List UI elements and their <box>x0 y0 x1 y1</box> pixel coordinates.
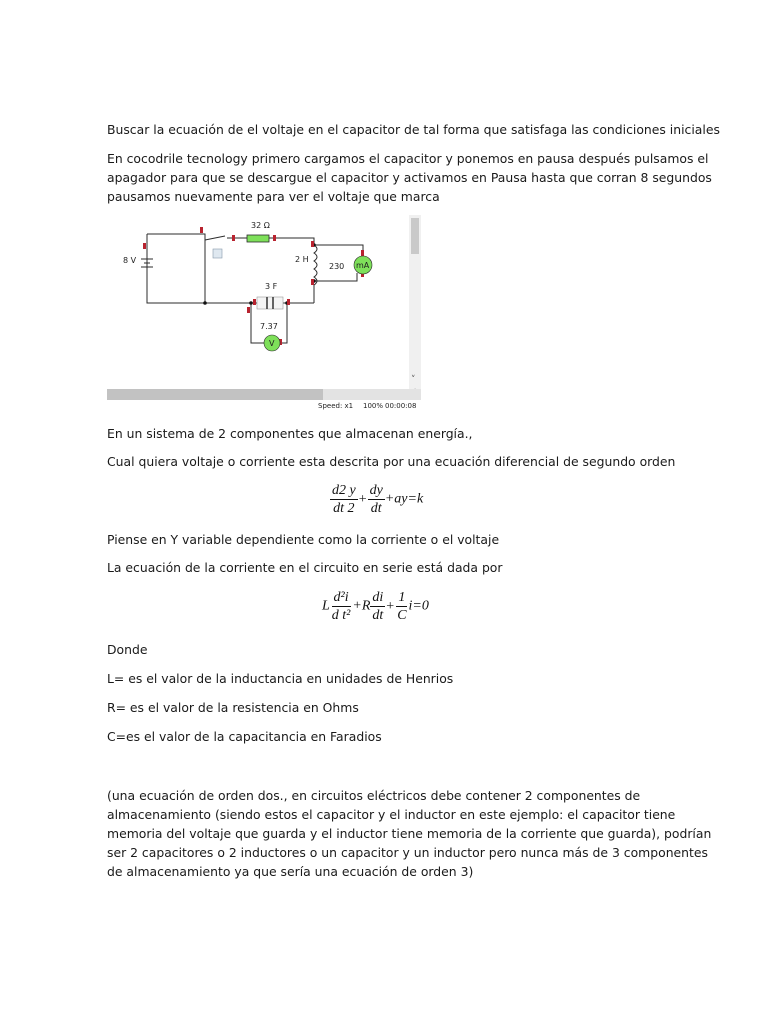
junction-dot <box>203 301 207 305</box>
definition-R: R= es el valor de la resistencia en Ohms <box>107 700 359 715</box>
switch-blade <box>205 236 225 240</box>
capacitor-label: 3 F <box>265 282 278 291</box>
inductor-coil <box>314 245 317 285</box>
vertical-scroll-thumb[interactable] <box>411 218 419 254</box>
circuit-diagram <box>107 215 421 415</box>
time-status: 00:00:08 <box>385 402 417 410</box>
inductor-label: 2 H <box>295 255 309 264</box>
eq2-term-2: +R <box>352 598 371 614</box>
paragraph-donde: Donde <box>107 642 148 657</box>
paragraph-procedure-line2: apagador para que se descargue el capacitor y activamos en Pausa hasta que corran 8 segundos <box>107 170 712 185</box>
junction-dot <box>249 301 253 305</box>
wire-left <box>147 234 205 303</box>
paragraph-intro: Buscar la ecuación de el voltaje en el capacitor de tal forma que satisfaga las condiciones iniciales <box>107 122 720 137</box>
resistor-label: 32 Ω <box>251 221 270 230</box>
equation-general: $\frac{d2 y}{dt 2}$ + $\frac{dy}{dt}$ +ay=k <box>332 483 424 516</box>
paragraph-two-components: En un sistema de 2 componentes que almacenan energía., <box>107 426 473 441</box>
paragraph-note-line5: de almacenamiento ya que sería una ecuación de orden 3) <box>107 864 474 879</box>
eq2-fraction-1: $\frac{\text{d²i}}{\text{d t²}}$ <box>331 590 351 623</box>
horizontal-scrollbar[interactable] <box>107 389 421 400</box>
resistor <box>247 235 269 242</box>
paragraph-variable-y: Piense en Y variable dependiente como la corriente o el voltaje <box>107 532 500 547</box>
eq2-L: L <box>322 598 330 614</box>
paragraph-procedure-line3: pausamos nuevamente para ver el voltaje que marca <box>107 189 440 204</box>
paragraph-note-line2: almacenamiento (siendo estos el capacitor y el inductor en este ejemplo: el capacitor tiene <box>107 807 676 822</box>
speed-status: Speed: x1 <box>318 402 354 410</box>
switch-icon <box>213 249 222 258</box>
eq2-fraction-3: $\frac{1}{C}$ <box>397 590 407 623</box>
equation-rlc: L $\frac{\text{d²i}}{\text{d t²}}$ +R $\frac{di}{dt}$ + $\frac{1}{C}$ i=0 <box>322 590 429 623</box>
scroll-down-arrow-icon[interactable]: ˅ <box>411 375 416 385</box>
eq1-fraction-2: $\frac{dy}{dt}$ <box>369 483 383 516</box>
paragraph-procedure-line1: En cocodrile tecnology primero cargamos el capacitor y ponemos en pausa después pulsamos el <box>107 151 709 166</box>
paragraph-second-order: Cual quiera voltaje o corriente esta descrita por una ecuación diferencial de segundo orden <box>107 454 676 469</box>
eq1-term-3: +ay=k <box>384 491 424 507</box>
paragraph-note-line3: memoria del voltaje que guarda y el inductor tiene memoria de la corriente que guarda), podrían <box>107 826 712 841</box>
capacitor <box>257 297 283 309</box>
ammeter-symbol: mA <box>356 261 370 270</box>
vertical-scrollbar[interactable] <box>409 215 421 389</box>
eq2-term-4: i=0 <box>408 598 429 614</box>
eq1-fraction-1: $\frac{d2 y}{dt 2}$ <box>332 483 356 516</box>
circuit-simulator <box>107 215 421 415</box>
paragraph-series-current: La ecuación de la corriente en el circuito en serie está dada por <box>107 560 503 575</box>
wire-top-left <box>147 234 205 240</box>
voltmeter-symbol: V <box>269 339 275 348</box>
wire-ammeter-bottom <box>314 273 357 281</box>
wire-ammeter-top <box>314 245 363 255</box>
definition-C: C=es el valor de la capacitancia en Faradios <box>107 729 382 744</box>
definition-L: L= es el valor de la inductancia en unidades de Henrios <box>107 671 454 686</box>
ammeter-reading: 230 <box>329 262 345 271</box>
horizontal-scroll-thumb[interactable] <box>107 389 323 400</box>
paragraph-note-line4: ser 2 capacitores o 2 inductores o un capacitor y un inductor pero nunca más de 3 componentes <box>107 845 708 860</box>
battery-label: 8 V <box>123 256 137 265</box>
voltmeter-reading: 7.37 <box>260 322 278 331</box>
eq2-fraction-2: $\frac{di}{dt}$ <box>372 590 384 623</box>
paragraph-note-line1: (una ecuación de orden dos., en circuitos eléctricos debe contener 2 componentes de <box>107 788 641 803</box>
zoom-status: 100% <box>363 402 384 410</box>
